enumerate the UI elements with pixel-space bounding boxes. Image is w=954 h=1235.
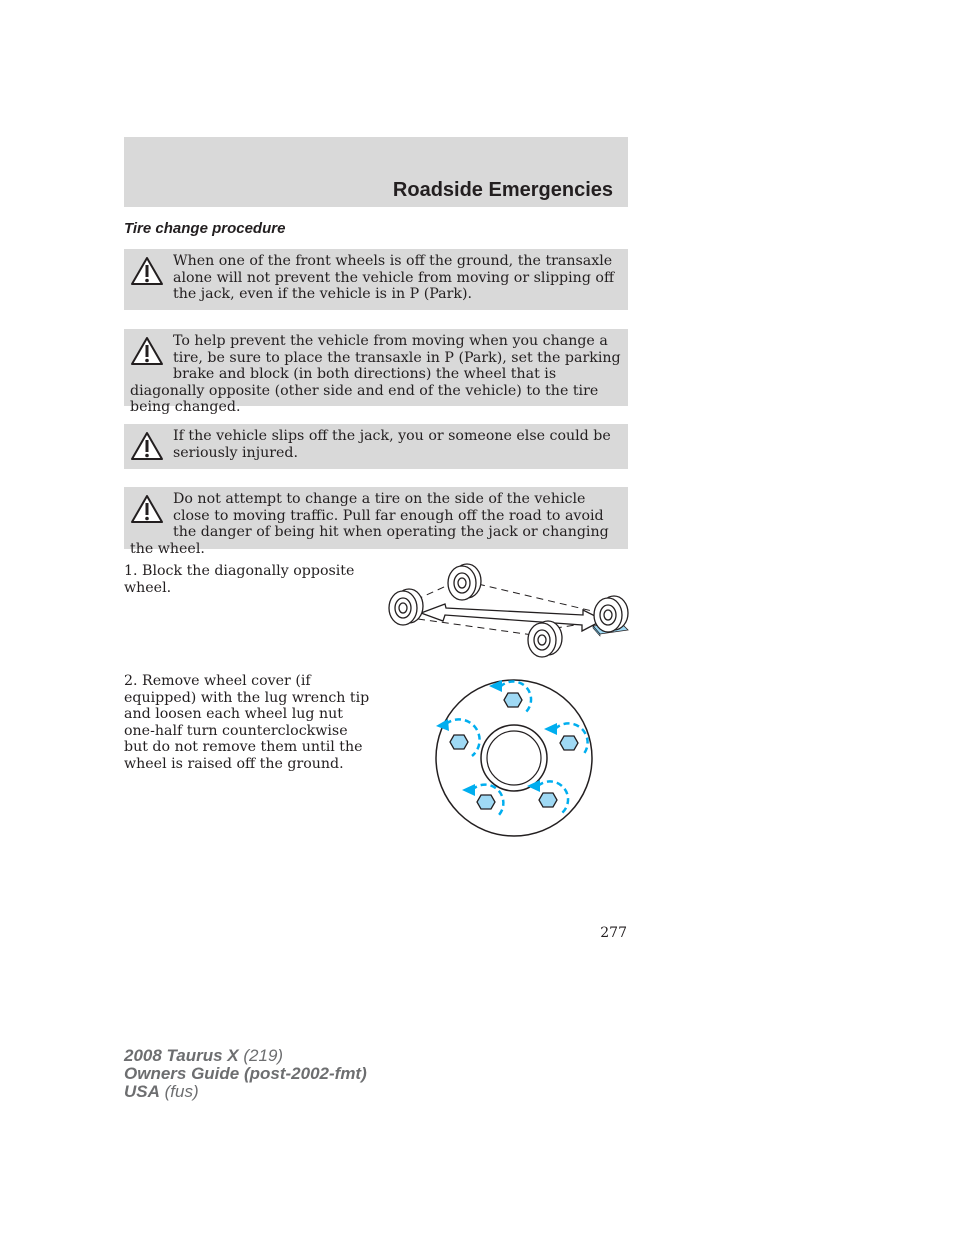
page-number: 277: [600, 925, 627, 941]
header-band: [124, 137, 628, 207]
wheel-block-diagram: [383, 562, 633, 662]
footer-line-2: Owners Guide (post-2002-fmt): [124, 1064, 367, 1083]
warning-text: When one of the front wheels is off the ground, the transaxle alone will not prevent the vehicle from moving or slipping off the jack, even if the vehicle is in P (Park).: [173, 253, 615, 302]
warning-text: To help prevent the vehicle from moving when you change a tire, be sure to place the transaxle in P (Park), set the parking brake and block (in both directions) the wheel that is diagonally opposite (other side and end of the vehicle) to the tire being changed.: [130, 333, 621, 415]
warning-text: Do not attempt to change a tire on the side of the vehicle close to moving traffic. Pull far enough off the road to avoid the danger of being hit when operating the jack or changing the wheel.: [130, 491, 609, 557]
warning-text: If the vehicle slips off the jack, you or someone else could be seriously injured.: [173, 428, 611, 461]
section-title: Tire change procedure: [124, 220, 286, 237]
page-title: Roadside Emergencies: [392, 179, 613, 201]
warning-triangle-icon: [130, 336, 164, 366]
warning-triangle-icon: [130, 256, 164, 286]
warning-triangle-icon: [130, 431, 164, 461]
warning-box: [124, 424, 628, 469]
footer-line-1: 2008 Taurus X (219): [124, 1046, 284, 1065]
footer-line-3: USA (fus): [124, 1082, 199, 1101]
warning-box: [124, 487, 628, 557]
warning-box: [124, 329, 628, 415]
lug-nut-loosening-diagram: [430, 672, 600, 842]
footer: [124, 1047, 367, 1101]
step-1-text: 1. Block the diagonally opposite wheel.: [124, 563, 355, 596]
warning-box: [124, 249, 628, 310]
step-2-text: 2. Remove wheel cover (if equipped) with the lug wrench tip and loosen each wheel lug nut one-half turn counterclockwise but do not remove them until the wheel is raised off the ground.: [124, 673, 370, 772]
warning-triangle-icon: [130, 494, 164, 524]
